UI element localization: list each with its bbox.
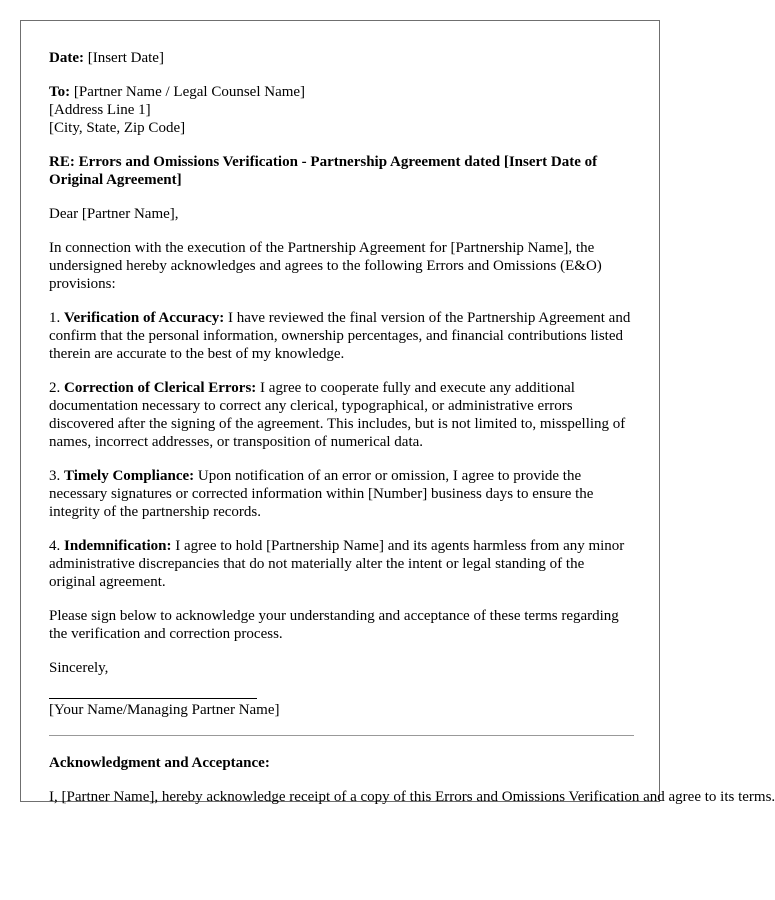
recipient-block: [49, 83, 634, 137]
signature-name: [Your Name/Managing Partner Name]: [49, 702, 280, 718]
subject-line: RE: Errors and Omissions Verification - Partnership Agreement dated [Insert Date of Original Agreement]: [49, 154, 598, 188]
clause-2-title: Correction of Clerical Errors:: [64, 380, 257, 396]
date-value: [Insert Date]: [87, 50, 164, 66]
clause-3-number: 3.: [49, 468, 61, 484]
closing-paragraph: Please sign below to acknowledge your understanding and acceptance of these terms regarding the verification and correction process.: [49, 608, 619, 642]
signature-line: [49, 698, 257, 699]
clause-3-text: Upon notification of an error or omission, I agree to provide the necessary signatures or corrected information within [Number] business days to ensure the integrity of the partnership records.: [49, 468, 594, 520]
clause-1-text: I have reviewed the final version of the Partnership Agreement and confirm that the personal information, ownership percentages, and financial contributions listed therein are accurate to the best of my knowledge.: [49, 310, 631, 362]
clause-3-title: Timely Compliance:: [64, 468, 195, 484]
clause-4: [49, 537, 634, 591]
date-label: Date:: [49, 50, 84, 66]
salutation: Dear [Partner Name],: [49, 206, 179, 222]
to-value: [Partner Name / Legal Counsel Name]: [73, 84, 306, 100]
clause-4-number: 4.: [49, 538, 61, 554]
clause-2-text: I agree to cooperate fully and execute any additional documentation necessary to correct any clerical, typographical, or administrative errors discovered after the signing of the agreement. This includes, but is not limited to, misspelling of names, incorrect addresses, or transposition of numerical data.: [49, 380, 626, 450]
clause-2: [49, 379, 634, 451]
date-line: [49, 49, 634, 67]
section-divider: [49, 735, 634, 736]
acknowledgment-text: I, [Partner Name], hereby acknowledge receipt of a copy of this Errors and Omissions Verification and agree to its terms.: [49, 789, 775, 805]
clause-2-number: 2.: [49, 380, 61, 396]
letter-content: [49, 49, 775, 806]
clause-1: [49, 309, 634, 363]
clause-3: [49, 467, 634, 521]
to-label: To:: [49, 84, 71, 100]
clause-4-text: I agree to hold [Partnership Name] and its agents harmless from any minor administrative discrepancies that do not materially alter the intent or legal standing of the original agreement.: [49, 538, 625, 590]
letter-page: [20, 20, 775, 805]
address-line-1: [Address Line 1]: [49, 102, 151, 118]
acknowledgment-heading: Acknowledgment and Acceptance:: [49, 755, 270, 771]
clause-1-title: Verification of Accuracy:: [64, 310, 225, 326]
address-line-2: [City, State, Zip Code]: [49, 120, 186, 136]
clause-4-title: Indemnification:: [64, 538, 172, 554]
recipient-line: [49, 83, 634, 101]
intro-paragraph: In connection with the execution of the Partnership Agreement for [Partnership Name], the undersigned hereby acknowledges and agrees to the following Errors and Omissions (E&O) provisions:: [49, 240, 602, 292]
clause-1-number: 1.: [49, 310, 61, 326]
closing: Sincerely,: [49, 660, 109, 676]
